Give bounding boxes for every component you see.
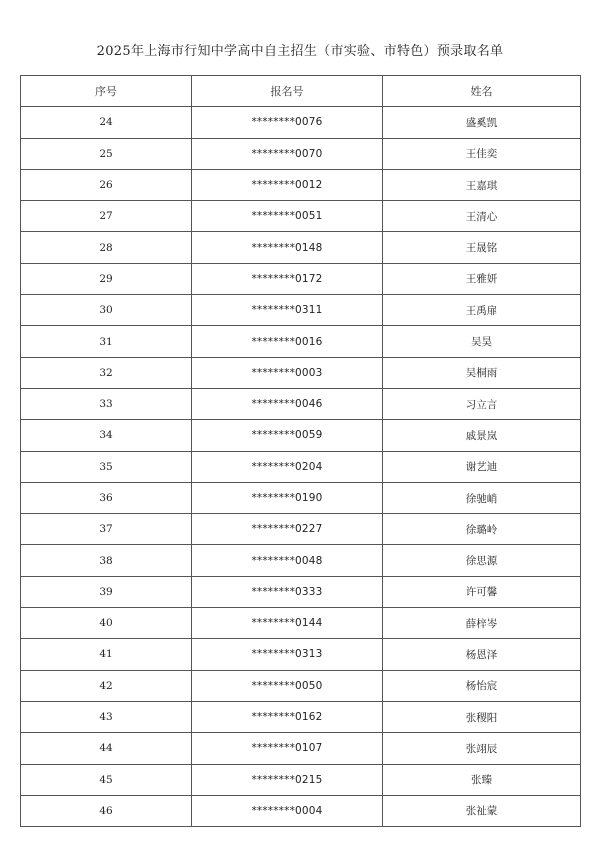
reg-number-cell: ********0048: [192, 545, 383, 576]
reg-number-cell: ********0016: [192, 326, 383, 357]
table-row: [21, 545, 581, 576]
name-cell: 吴昊: [383, 326, 581, 357]
reg-number-cell: ********0003: [192, 357, 383, 388]
seq-cell: 36: [21, 482, 192, 513]
seq-cell: 42: [21, 670, 192, 701]
header-seq: 序号: [21, 76, 192, 107]
header-name: 姓名: [383, 76, 581, 107]
seq-cell: 30: [21, 295, 192, 326]
name-cell: 许可馨: [383, 576, 581, 607]
name-cell: 张祉蒙: [383, 795, 581, 826]
name-cell: 张翊辰: [383, 733, 581, 764]
table-row: [21, 733, 581, 764]
seq-cell: 37: [21, 514, 192, 545]
name-cell: 杨恩泽: [383, 639, 581, 670]
reg-number-cell: ********0004: [192, 795, 383, 826]
table-row: [21, 326, 581, 357]
seq-cell: 33: [21, 388, 192, 419]
name-cell: 王嘉琪: [383, 169, 581, 200]
reg-number-cell: ********0051: [192, 201, 383, 232]
table-row: [21, 357, 581, 388]
name-cell: 王清心: [383, 201, 581, 232]
table-row: [21, 263, 581, 294]
name-cell: 谢艺迪: [383, 451, 581, 482]
name-cell: 薛梓岑: [383, 608, 581, 639]
table-row: [21, 576, 581, 607]
name-cell: 戚景岚: [383, 420, 581, 451]
seq-cell: 38: [21, 545, 192, 576]
reg-number-cell: ********0076: [192, 107, 383, 138]
reg-number-cell: ********0012: [192, 169, 383, 200]
seq-cell: 32: [21, 357, 192, 388]
name-cell: 王禹扉: [383, 295, 581, 326]
table-row: [21, 388, 581, 419]
admission-table: [20, 75, 581, 827]
reg-number-cell: ********0311: [192, 295, 383, 326]
table-row: [21, 232, 581, 263]
table-row: [21, 295, 581, 326]
seq-cell: 39: [21, 576, 192, 607]
reg-number-cell: ********0190: [192, 482, 383, 513]
name-cell: 徐璐岭: [383, 514, 581, 545]
table-row: [21, 482, 581, 513]
name-cell: 王佳奕: [383, 138, 581, 169]
table-row: [21, 701, 581, 732]
name-cell: 徐思源: [383, 545, 581, 576]
reg-number-cell: ********0313: [192, 639, 383, 670]
seq-cell: 34: [21, 420, 192, 451]
seq-cell: 31: [21, 326, 192, 357]
reg-number-cell: ********0050: [192, 670, 383, 701]
name-cell: 杨怡宸: [383, 670, 581, 701]
reg-number-cell: ********0107: [192, 733, 383, 764]
seq-cell: 25: [21, 138, 192, 169]
reg-number-cell: ********0046: [192, 388, 383, 419]
table-row: [21, 764, 581, 795]
table-row: [21, 138, 581, 169]
seq-cell: 45: [21, 764, 192, 795]
name-cell: 习立言: [383, 388, 581, 419]
reg-number-cell: ********0070: [192, 138, 383, 169]
seq-cell: 26: [21, 169, 192, 200]
name-cell: 张稷阳: [383, 701, 581, 732]
table-row: [21, 420, 581, 451]
seq-cell: 43: [21, 701, 192, 732]
table-row: [21, 608, 581, 639]
reg-number-cell: ********0215: [192, 764, 383, 795]
table-row: [21, 107, 581, 138]
name-cell: 徐驰峭: [383, 482, 581, 513]
seq-cell: 41: [21, 639, 192, 670]
reg-number-cell: ********0162: [192, 701, 383, 732]
name-cell: 盛奚凯: [383, 107, 581, 138]
reg-number-cell: ********0172: [192, 263, 383, 294]
table-row: [21, 451, 581, 482]
seq-cell: 24: [21, 107, 192, 138]
seq-cell: 46: [21, 795, 192, 826]
seq-cell: 40: [21, 608, 192, 639]
name-cell: 吴桐雨: [383, 357, 581, 388]
table-row: [21, 169, 581, 200]
reg-number-cell: ********0333: [192, 576, 383, 607]
name-cell: 王雅妍: [383, 263, 581, 294]
name-cell: 张臻: [383, 764, 581, 795]
seq-cell: 29: [21, 263, 192, 294]
table-row: [21, 795, 581, 826]
reg-number-cell: ********0144: [192, 608, 383, 639]
table-row: [21, 670, 581, 701]
reg-number-cell: ********0204: [192, 451, 383, 482]
seq-cell: 35: [21, 451, 192, 482]
reg-number-cell: ********0059: [192, 420, 383, 451]
reg-number-cell: ********0227: [192, 514, 383, 545]
seq-cell: 44: [21, 733, 192, 764]
table-header-row: [21, 76, 581, 107]
seq-cell: 28: [21, 232, 192, 263]
seq-cell: 27: [21, 201, 192, 232]
name-cell: 王晟铭: [383, 232, 581, 263]
reg-number-cell: ********0148: [192, 232, 383, 263]
header-reg-number: 报名号: [192, 76, 383, 107]
table-row: [21, 639, 581, 670]
page-title: 2025年上海市行知中学高中自主招生（市实验、市特色）预录取名单: [96, 44, 504, 59]
table-row: [21, 514, 581, 545]
table-row: [21, 201, 581, 232]
